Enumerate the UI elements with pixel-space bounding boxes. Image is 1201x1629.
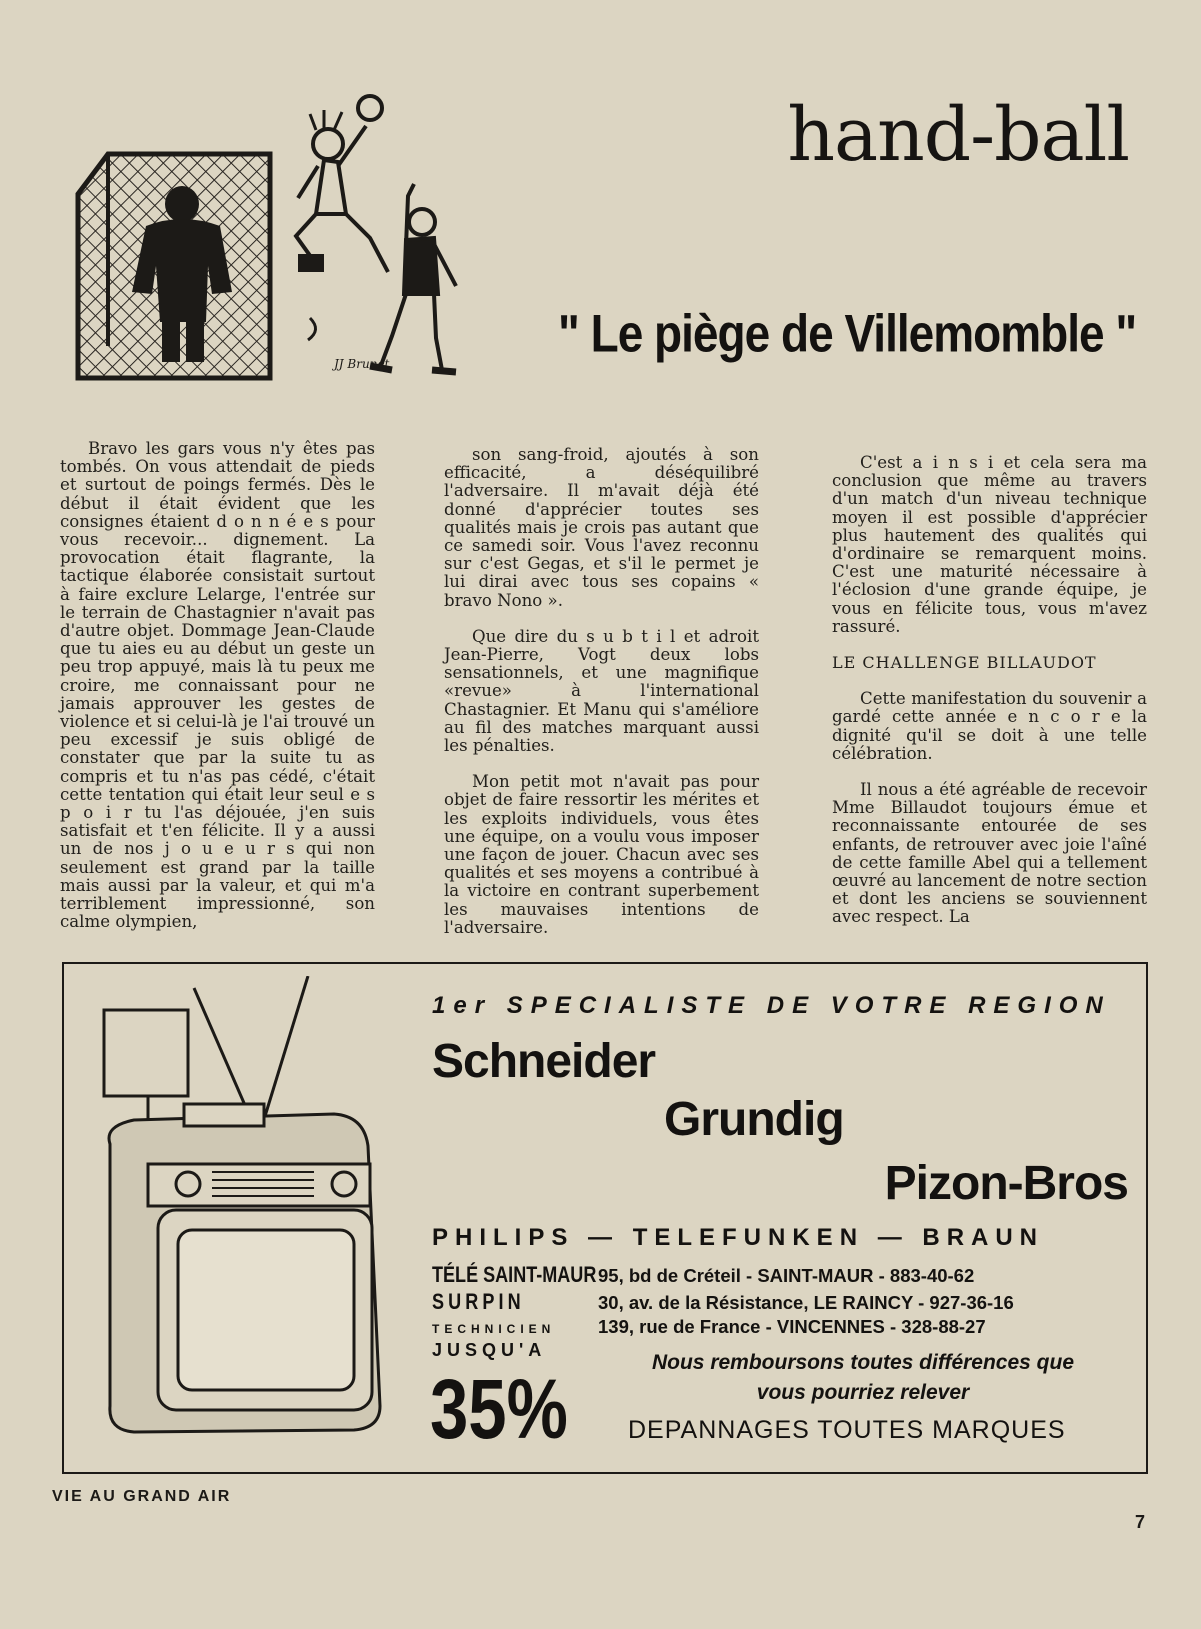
ad-tagline: 1er SPECIALISTE DE VOTRE REGION <box>432 992 1111 1019</box>
brand-schneider: Schneider <box>432 1035 656 1088</box>
shop-address: 30, av. de la Résistance, LE RAINCY - 927-36-16 <box>598 1292 1014 1313</box>
magazine-name: VIE AU GRAND AIR <box>52 1488 232 1505</box>
article-column-3 <box>832 454 1147 945</box>
repair-service: DEPANNAGES TOUTES MARQUES <box>628 1416 1066 1444</box>
shop-name: SURPIN <box>432 1289 525 1314</box>
article-column-2 <box>444 446 759 955</box>
advertisement <box>62 962 1148 1474</box>
paragraph: Bravo les gars vous n'y êtes pas tombés. On vous attendait de pieds et surtout de poings fermés. Dès le début il était évident que les consignes étaient d o n n é e s pour vous recevoir... dignement. La provocation était flagrante, la tactique élaborée consistait surtout à faire exclure Lelarge, l'entrée sur le terrain de Chastagnier n'avait pas d'autre objet. Dommage Jean-Claude que tu aies eu au début un geste un peu trop appuyé, mais là tu peux me croire, me connaissant pour ne jamais approuver les gestes de violence et si celui-là je l'ai trouvé un peu excessif je suis obligé de constater que par la suite tu as compris et tu n'as pas cédé, c'était cette tentation qui était leur seul e s p o i r tu l'as déjouée, j'en suis satisfait et t'en félicite. Il y a aussi un de nos j o u e u r s qui non seulement est grand par la taille mais aussi par la valeur, et qui m'a terriblement impressionné, son calme olympien, <box>60 439 375 932</box>
shop-name: TECHNICIEN <box>432 1322 556 1336</box>
attacker-figure <box>296 96 388 272</box>
page-number: 7 <box>1134 1512 1145 1532</box>
brand-line: PHILIPS — TELEFUNKEN — BRAUN <box>432 1224 1045 1251</box>
handball-illustration <box>70 86 490 406</box>
brand-grundig: Grundig <box>664 1093 844 1146</box>
ad-copy <box>432 964 1132 1472</box>
discount-value: 35% <box>430 1362 568 1456</box>
shop-row <box>432 1262 1112 1289</box>
refund-promise: Nous remboursons toutes différences que vous pourriez relever <box>651 1351 1075 1404</box>
article-column-1 <box>60 440 375 949</box>
paragraph: Il nous a été agréable de recevoir Mme Billaudot toujours émue et reconnaissante entourée de ses enfants, de retrouver avec joie l'aîné de cette famille Abel qui a tellement œuvré au lancement de notre section et dont les anciens se souviennent avec respect. La <box>832 780 1147 927</box>
artist-signature: JJ Brunet <box>334 357 390 371</box>
paragraph: Que dire du s u b t i l et adroit Jean-Pierre, Vogt deux lobs sensationnels, et une magnifique «revue» à l'international Chastagnier. Et Manu qui s'améliore au fil des matches marquant aussi les pénalties. <box>444 626 759 756</box>
brand-pizon-bros: Pizon-Bros <box>884 1157 1128 1210</box>
subheading: LE CHALLENGE BILLAUDOT <box>832 653 1097 673</box>
paragraph: Cette manifestation du souvenir a gardé cette année e n c o r e la dignité qu'il se doit à une telle célébration. <box>832 689 1147 763</box>
paragraph: son sang-froid, ajoutés à son efficacité, a déséquilibré l'adversaire. Il m'avait déjà été donné d'apprécier toutes ses qualités mais je crois pas autant que ce samedi soir. Vous l'avez reconnu sur c'est Gegas, et s'il le permet je lui dirai avec tous ses copains « bravo Nono ». <box>444 445 759 610</box>
article-headline: " Le piège de Villemomble " <box>558 303 1137 363</box>
shop-row <box>432 1289 1112 1316</box>
shop-address: 139, rue de France - VINCENNES - 328-88-27 <box>598 1316 986 1337</box>
television-illustration <box>94 976 394 1456</box>
paragraph: Mon petit mot n'avait pas pour objet de faire ressortir les mérites et les exploits individuels, vous êtes une équipe, on a voulu vous imposer une façon de jouer. Chacun avec ses qualités et ses moyens a contribué à la victoire en contrant superbement les mauvaises intentions de l'adversaire. <box>444 772 759 937</box>
section-title: hand-ball <box>787 92 1129 178</box>
shop-list <box>432 1262 1112 1343</box>
shop-row <box>432 1316 1112 1343</box>
shop-name: TÉLÉ SAINT-MAUR <box>432 1262 597 1287</box>
upto-label: JUSQU'A <box>432 1340 547 1360</box>
shop-address: 95, bd de Créteil - SAINT-MAUR - 883-40-62 <box>598 1265 975 1286</box>
paragraph: C'est a i n s i et cela sera ma conclusion que même au travers d'un match d'un niveau technique moyen il est possible d'apprécier plus hautement des qualités qui d'ordinaire se remarquent moins. C'est une maturité nécessaire à l'éclosion d'une grande équipe, je vous en félicite tous, vous m'avez rassuré. <box>832 453 1147 636</box>
